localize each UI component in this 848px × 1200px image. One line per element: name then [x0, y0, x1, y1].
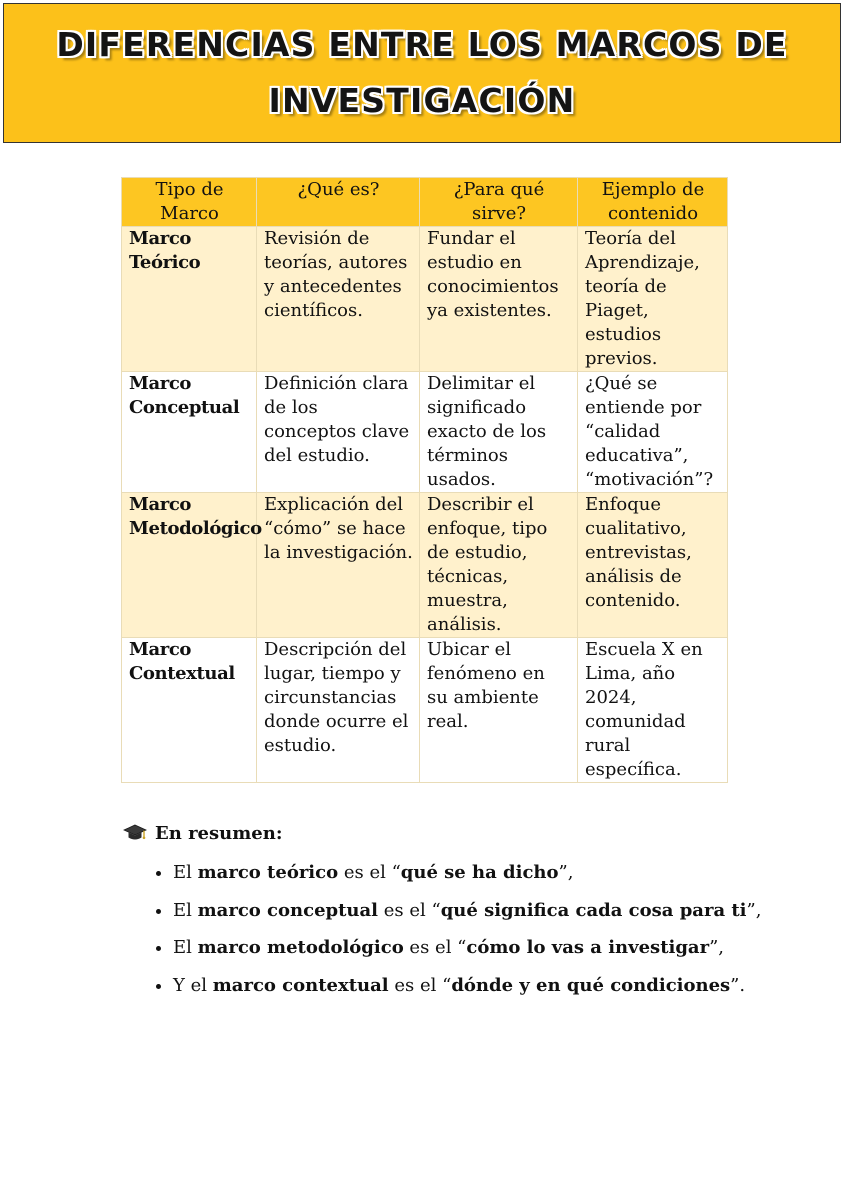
summary-title: En resumen:	[155, 822, 283, 844]
table-row	[122, 227, 728, 372]
header-frame-type: Tipo de Marco	[122, 178, 257, 227]
table-row	[122, 638, 728, 783]
list-item: • Y el marco contextual es el “dónde y en qué condiciones”.	[173, 971, 763, 1009]
page-title-line-2: INVESTIGACIÓN	[268, 81, 576, 120]
purpose-cell: Delimitar el significado exacto de los términos usados.	[420, 372, 578, 493]
purpose-cell: Ubicar el fenómeno en su ambiente real.	[420, 638, 578, 783]
what-is-cell: Explicación del “cómo” se hace la investigación.	[257, 493, 420, 638]
frame-type-cell: Marco Conceptual	[122, 372, 257, 493]
purpose-cell: Fundar el estudio en conocimientos ya existentes.	[420, 227, 578, 372]
list-item: • El marco metodológico es el “cómo lo vas a investigar”,	[173, 933, 763, 971]
header-what-is: ¿Qué es?	[257, 178, 420, 227]
page-title-line-1: DIFERENCIAS ENTRE LOS MARCOS DE	[56, 25, 788, 64]
what-is-cell: Descripción del lugar, tiempo y circunstancias donde ocurre el estudio.	[257, 638, 420, 783]
what-is-cell: Definición clara de los conceptos clave del estudio.	[257, 372, 420, 493]
summary-heading	[123, 818, 763, 848]
list-item: • El marco conceptual es el “qué significa cada cosa para ti”,	[173, 896, 763, 934]
header-example: Ejemplo de contenido	[578, 178, 728, 227]
page-title	[56, 17, 787, 129]
purpose-cell: Describir el enfoque, tipo de estudio, técnicas, muestra, análisis.	[420, 493, 578, 638]
example-cell: Enfoque cualitativo, entrevistas, análisis de contenido.	[578, 493, 728, 638]
table-row	[122, 493, 728, 638]
example-cell: Escuela X en Lima, año 2024, comunidad rural específica.	[578, 638, 728, 783]
graduation-cap-icon	[123, 823, 147, 843]
frame-type-cell: Marco Contextual	[122, 638, 257, 783]
example-cell: Teoría del Aprendizaje, teoría de Piaget, estudios previos.	[578, 227, 728, 372]
header-purpose: ¿Para qué sirve?	[420, 178, 578, 227]
frame-type-cell: Marco Metodológico	[122, 493, 257, 638]
table-row	[122, 372, 728, 493]
summary-list	[123, 858, 763, 1008]
title-banner	[3, 3, 841, 143]
frame-type-cell: Marco Teórico	[122, 227, 257, 372]
what-is-cell: Revisión de teorías, autores y antecedentes científicos.	[257, 227, 420, 372]
example-cell: ¿Qué se entiende por “calidad educativa”, “motivación”?	[578, 372, 728, 493]
list-item: • El marco teórico es el “qué se ha dicho”,	[173, 858, 763, 896]
research-frames-table	[121, 177, 728, 783]
summary-section	[123, 818, 763, 1008]
table-header-row	[122, 178, 728, 227]
